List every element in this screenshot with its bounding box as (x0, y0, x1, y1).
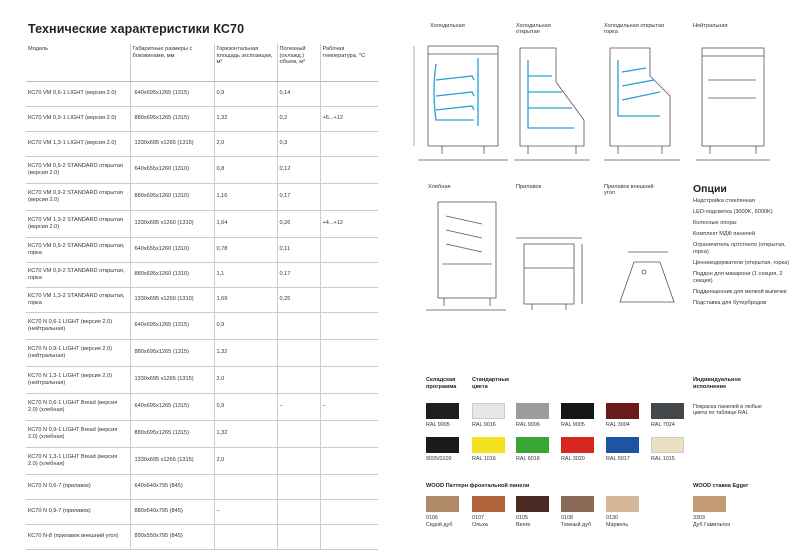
color-row1-swatch (516, 403, 549, 419)
dims-cell: 880х695х1260 (1310) (130, 262, 214, 287)
temp-cell (320, 287, 378, 312)
color-row1-label: RAL 7024 (651, 422, 675, 428)
volume-cell: 0,14 (277, 81, 320, 106)
color-row1-label: RAL 9006 (516, 422, 540, 428)
wood-label: Седой дуб (426, 522, 453, 528)
model-cell: КС70 VM 1,3-1 LIGHT (версия 2.0) (26, 131, 130, 156)
wood-label: Ольха (472, 522, 488, 528)
drawing-cold-open-slide (596, 36, 686, 166)
wood-egger-swatch (693, 496, 726, 512)
table-row (26, 106, 378, 131)
volume-cell (277, 447, 320, 474)
table-row (26, 524, 378, 549)
temp-cell (320, 81, 378, 106)
wood-swatch (472, 496, 505, 512)
color-row2-swatch (472, 437, 505, 453)
area-cell: – (214, 499, 277, 524)
table-row (26, 210, 378, 237)
table-row (26, 287, 378, 312)
volume-cell: 0,26 (277, 210, 320, 237)
spec-section (0, 0, 392, 549)
drawing-cold (412, 36, 512, 166)
temp-cell (320, 366, 378, 393)
wood-swatch (516, 496, 549, 512)
volume-cell: 0,17 (277, 183, 320, 210)
table-row (26, 156, 378, 183)
dims-cell: 1330х695 х1265 (1315) (130, 366, 214, 393)
color-row2-label: RAL 5017 (606, 456, 630, 462)
model-cell: КС70 N 0,9-7 (прилавок) (26, 499, 130, 524)
dims-cell: 1330х695 х1265 (1315) (130, 447, 214, 474)
option-item: Колесные опоры (693, 220, 737, 227)
table-row (26, 393, 378, 420)
drawing-label-cold-open: Холодильная открытая (516, 23, 551, 36)
area-cell: 2,0 (214, 131, 277, 156)
drawing-bread (418, 196, 510, 314)
dims-cell: 1330х695 х1265 (1315) (130, 131, 214, 156)
options-title: Опции (693, 183, 727, 195)
wood-swatch (561, 496, 594, 512)
model-cell: КС70 VM 0,9-2 STANDARD открытая, горка (26, 262, 130, 287)
temp-cell (320, 156, 378, 183)
temp-cell (320, 183, 378, 210)
option-item: Подденщенник для мелкой выпечки (693, 289, 787, 296)
stock-label: Складская программа (426, 377, 457, 390)
wood-code: 0106 (426, 515, 438, 521)
standard-label: Стандартные цвета (472, 377, 510, 390)
drawing-cold-open (506, 36, 596, 166)
area-cell: 1,32 (214, 106, 277, 131)
dims-cell: 1330х695 х1260 (1310) (130, 287, 214, 312)
option-item: LED-подсветка (3000K, 6000K) (693, 209, 773, 216)
model-cell: КС70 N 1,3-1 LIGHT (версия 2.0) (нейтральная) (26, 366, 130, 393)
area-cell (214, 474, 277, 499)
drawing-counter (512, 230, 592, 314)
color-row2-label: 9005/0109 (426, 456, 452, 462)
table-row (26, 366, 378, 393)
volume-cell: 0,17 (277, 262, 320, 287)
model-cell: КС70 N 0,6-7 (прилавок) (26, 474, 130, 499)
color-row2-swatch (426, 437, 459, 453)
color-row1-label: RAL 3004 (606, 422, 630, 428)
temp-cell (320, 237, 378, 262)
model-cell: КС70 VM 0,6-2 STANDARD открытая, горка (26, 237, 130, 262)
area-cell: 1,32 (214, 420, 277, 447)
dims-cell: 640х695х1265 (1315) (130, 312, 214, 339)
area-cell: 0,8 (214, 156, 277, 183)
model-cell: КС70 N 0,6-1 LIGHT Bread (версия 2.0) (хлебная) (26, 393, 130, 420)
temp-cell (320, 447, 378, 474)
model-cell: КС70 VM 0,9-2 STANDARD открытая (версия 2.0) (26, 183, 130, 210)
area-cell: 2,0 (214, 366, 277, 393)
color-row2-label: RAL 6018 (516, 456, 540, 462)
dims-cell: 640х655х1260 (1310) (130, 237, 214, 262)
table-row (26, 447, 378, 474)
spec-table (26, 44, 378, 550)
dims-cell: 640х695х1265 (1315) (130, 81, 214, 106)
temp-cell: +6...+12 (320, 106, 378, 131)
wood-code: 0105 (516, 515, 528, 521)
drawing-label-bread: Хлебная (428, 184, 451, 190)
option-item: Ограничитель ортстекло (открытая, горка) (693, 242, 786, 256)
model-cell: КС70 VM 0,9-1 LIGHT (версия 2.0) (26, 106, 130, 131)
color-row2-label: RAL 3020 (561, 456, 585, 462)
color-row2-swatch (516, 437, 549, 453)
dims-cell: 640х640х795 (845) (130, 474, 214, 499)
option-item: Поддон для макарони (1 секция, 2 секция) (693, 271, 783, 284)
header-area: Горизонтальная площадь экспозиции, м² (214, 44, 277, 81)
wood-swatch (606, 496, 639, 512)
model-cell: КС70 VM 1,3-2 STANDARD открытая (версия 2.0) (26, 210, 130, 237)
temp-cell (320, 131, 378, 156)
wood-label: Темный дуб (561, 522, 592, 528)
wood-egger-label: WOOD ставка Egger (693, 483, 749, 489)
header-dims: Габаритные размеры с боковинами, мм (130, 44, 214, 81)
drawing-neutral (690, 36, 776, 166)
color-row2-label: RAL 1016 (472, 456, 496, 462)
table-row (26, 237, 378, 262)
area-cell: 0,9 (214, 393, 277, 420)
volume-cell (277, 312, 320, 339)
table-row (26, 312, 378, 339)
color-row1-swatch (472, 403, 505, 419)
area-cell: 1,16 (214, 183, 277, 210)
color-row2-swatch (561, 437, 594, 453)
temp-cell (320, 262, 378, 287)
table-row (26, 420, 378, 447)
area-cell: 1,32 (214, 339, 277, 366)
area-cell: 0,9 (214, 81, 277, 106)
dims-cell: 880х640х795 (845) (130, 499, 214, 524)
dims-cell: 880х695х1265 (1315) (130, 106, 214, 131)
drawing-label-counter-corner: Прилавок внешний угол (604, 184, 654, 197)
wood-egger-label: Дуб Гамильтон (693, 522, 731, 528)
temp-cell (320, 474, 378, 499)
volume-cell: 0,25 (277, 287, 320, 312)
model-cell: КС70 N 1,3-1 LIGHT Bread (версия 2.0) (хлебная) (26, 447, 130, 474)
color-row2-swatch (606, 437, 639, 453)
temp-cell (320, 420, 378, 447)
area-cell: 2,0 (214, 447, 277, 474)
volume-cell (277, 339, 320, 366)
header-temp: Рабочая температура, °С (320, 44, 378, 81)
volume-cell: – (277, 393, 320, 420)
dims-cell: 640х695х1265 (1315) (130, 393, 214, 420)
dims-cell: 880х695х1260 (1310) (130, 183, 214, 210)
color-row1-swatch (426, 403, 459, 419)
area-cell: 1,69 (214, 287, 277, 312)
temp-cell (320, 499, 378, 524)
model-cell: КС70 VM 1,3-2 STANDARD открытая, горка (26, 287, 130, 312)
dims-cell: 890х550х795 (845) (130, 524, 214, 549)
drawing-label-cold: Холодильная (430, 23, 465, 29)
model-cell: КС70 N 0,9-1 LIGHT Bread (версия 2.0) (хлебная) (26, 420, 130, 447)
header-model: Модель (26, 44, 130, 81)
dims-cell: 880х695х1265 (1315) (130, 339, 214, 366)
page-title: Технические характеристики КС70 (28, 22, 245, 36)
wood-code: 0107 (472, 515, 484, 521)
area-cell: 0,78 (214, 237, 277, 262)
model-cell: КС70 N-8 (прилавок внешний угол) (26, 524, 130, 549)
table-row (26, 499, 378, 524)
color-row1-swatch (651, 403, 684, 419)
color-row1-swatch (561, 403, 594, 419)
individual-label: Индивидуальное исполнение (693, 377, 741, 390)
volume-cell: 0,11 (277, 237, 320, 262)
area-cell: 1,64 (214, 210, 277, 237)
area-cell: 0,9 (214, 312, 277, 339)
table-row (26, 183, 378, 210)
volume-cell (277, 499, 320, 524)
volume-cell: 0,3 (277, 131, 320, 156)
wood-label: Венге (516, 522, 531, 528)
table-row (26, 131, 378, 156)
wood-label: Марвель (606, 522, 629, 528)
volume-cell (277, 366, 320, 393)
header-volume: Полезный (охлажд.) объем, м³ (277, 44, 320, 81)
wood-code: 0130 (606, 515, 618, 521)
table-row (26, 81, 378, 106)
wood-label: WOOD Паттерн фронтальной панели (426, 483, 530, 489)
color-row1-swatch (606, 403, 639, 419)
drawing-label-cold-open-slide: Холодильная открытая горка (604, 23, 665, 36)
volume-cell: 0,12 (277, 156, 320, 183)
option-item: Подставка для бутербродов (693, 300, 767, 307)
color-row2-label: RAL 1015 (651, 456, 675, 462)
option-item: Комплект МДФ панелей (693, 231, 756, 238)
volume-cell (277, 524, 320, 549)
color-row2-swatch (651, 437, 684, 453)
temp-cell: – (320, 393, 378, 420)
wood-code: 0108 (561, 515, 573, 521)
wood-egger-code: 3303 (693, 515, 705, 521)
dims-cell: 880х695х1265 (1315) (130, 420, 214, 447)
drawing-label-counter: Прилавок (516, 184, 542, 190)
wood-swatch (426, 496, 459, 512)
temp-cell (320, 339, 378, 366)
temp-cell (320, 312, 378, 339)
table-row (26, 474, 378, 499)
temp-cell: +4...+12 (320, 210, 378, 237)
dims-cell: 1330х695 х1260 (1310) (130, 210, 214, 237)
model-cell: КС70 N 0,9-1 LIGHT (версия 2.0) (нейтральная) (26, 339, 130, 366)
dims-cell: 640х655х1260 (1310) (130, 156, 214, 183)
area-cell (214, 524, 277, 549)
temp-cell (320, 524, 378, 549)
individual-text: Покраска панелей в любые цвета по таблице RAL (693, 404, 762, 417)
drawing-counter-corner (608, 244, 684, 310)
model-cell: КС70 VM 0,6-2 STANDARD открытая (версия 2.0) (26, 156, 130, 183)
color-row1-label: RAL 9005 (561, 422, 585, 428)
area-cell: 1,1 (214, 262, 277, 287)
color-row1-label: RAL 9005 (426, 422, 450, 428)
volume-cell (277, 420, 320, 447)
volume-cell (277, 474, 320, 499)
option-item: Надстройка стеклянная (693, 198, 755, 204)
model-cell: КС70 VM 0,6-1 LIGHT (версия 2.0) (26, 81, 130, 106)
option-item: Ценникодержатели (открытая, горка) (693, 260, 790, 267)
options-list (693, 198, 793, 311)
table-header-row (26, 44, 378, 81)
drawing-label-neutral: Нейтральная (693, 23, 728, 29)
color-row1-label: RAL 9016 (472, 422, 496, 428)
model-cell: КС70 N 0,6-1 LIGHT (версия 2.0) (нейтральная) (26, 312, 130, 339)
table-row (26, 339, 378, 366)
volume-cell: 0,2 (277, 106, 320, 131)
table-row (26, 262, 378, 287)
